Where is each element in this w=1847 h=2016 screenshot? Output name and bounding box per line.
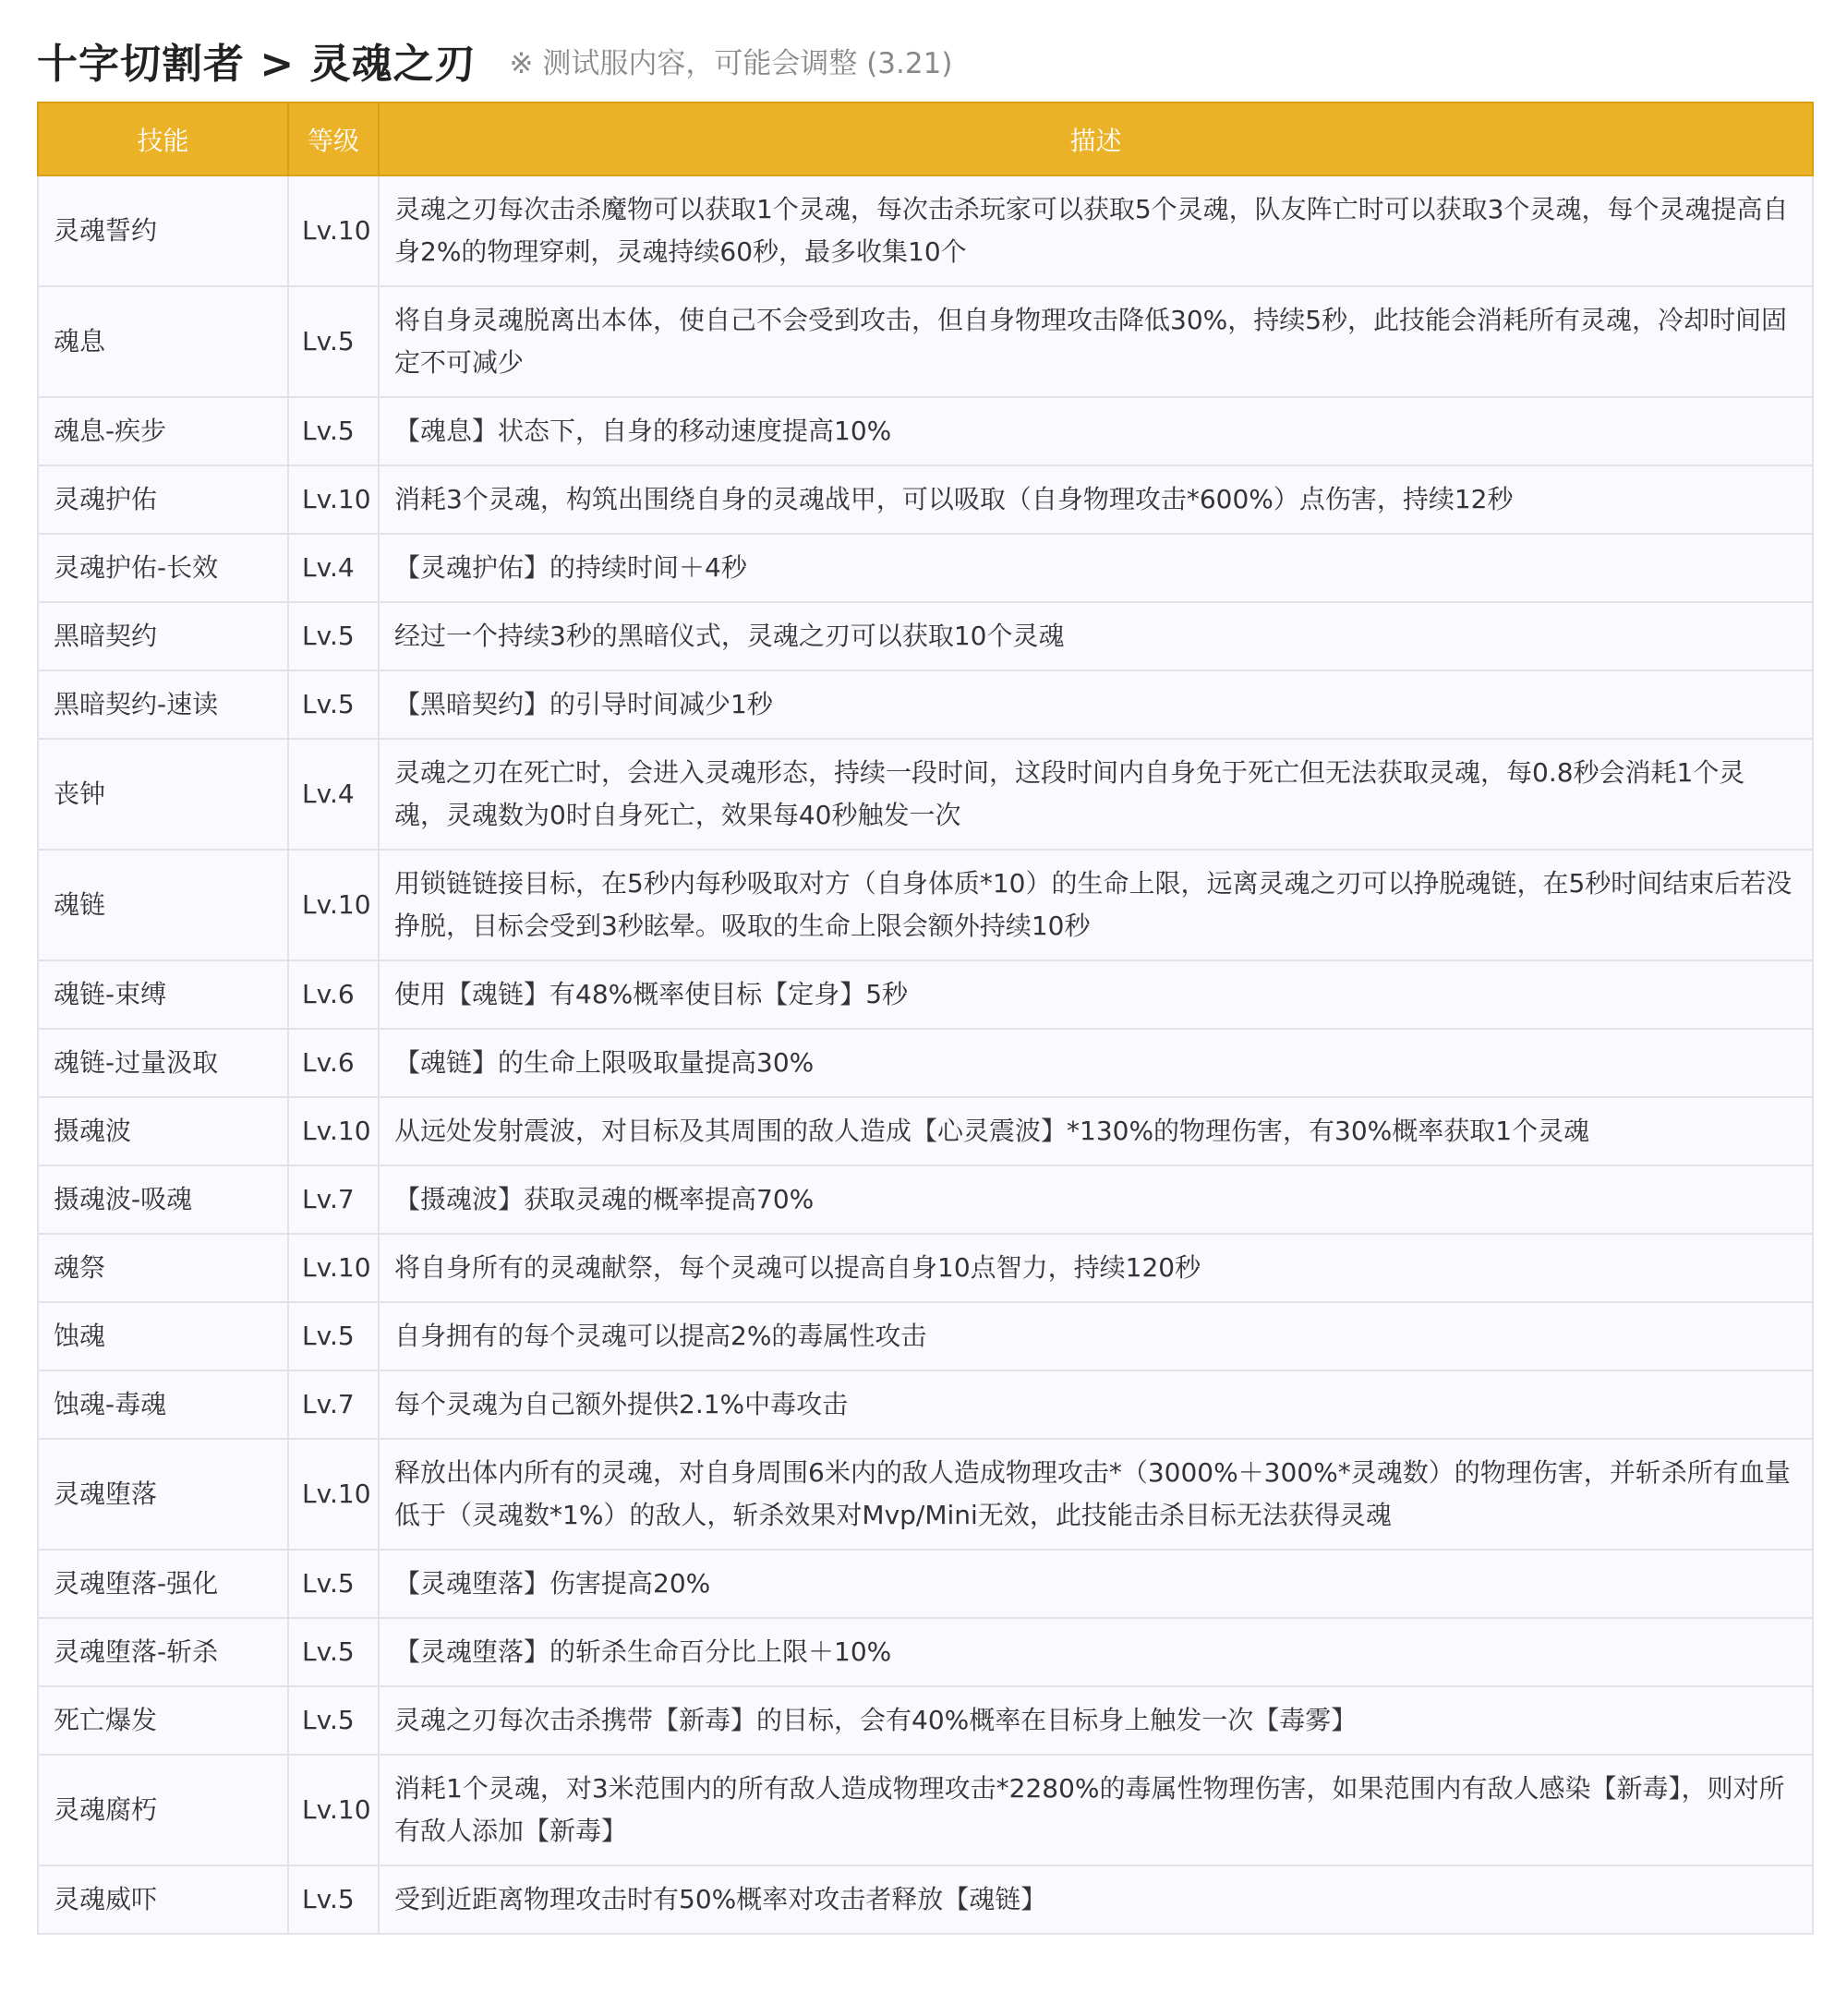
skill-level: Lv.6: [288, 960, 379, 1029]
skill-level: Lv.5: [288, 286, 379, 397]
table-row: [38, 602, 1813, 670]
skill-description: 【摄魂波】获取灵魂的概率提高70%: [379, 1165, 1813, 1234]
skill-level: Lv.5: [288, 1865, 379, 1934]
skill-name: 魂息: [38, 286, 288, 397]
skill-name: 魂息-疾步: [38, 397, 288, 465]
skill-description: 【黑暗契约】的引导时间减少1秒: [379, 670, 1813, 739]
skill-description: 【魂链】的生命上限吸取量提高30%: [379, 1029, 1813, 1097]
table-row: [38, 1865, 1813, 1934]
header-description: 描述: [379, 103, 1813, 175]
test-server-note: ※ 测试服内容，可能会调整 (3.21): [509, 46, 953, 80]
skill-level: Lv.5: [288, 397, 379, 465]
table-row: [38, 1550, 1813, 1618]
page-header: [37, 28, 952, 92]
skill-description: 【魂息】状态下，自身的移动速度提高10%: [379, 397, 1813, 465]
skill-name: 魂祭: [38, 1234, 288, 1302]
skill-name: 灵魂威吓: [38, 1865, 288, 1934]
skill-name: 摄魂波: [38, 1097, 288, 1165]
skill-name: 魂链-过量汲取: [38, 1029, 288, 1097]
table-row: [38, 850, 1813, 960]
skill-level: Lv.5: [288, 602, 379, 670]
skill-level: Lv.10: [288, 1234, 379, 1302]
skill-description: 消耗1个灵魂，对3米范围内的所有敌人造成物理攻击*2280%的毒属性物理伤害，如果范围内有敌人感染【新毒】，则对所有敌人添加【新毒】: [379, 1755, 1813, 1865]
skill-description: 将自身灵魂脱离出本体，使自己不会受到攻击，但自身物理攻击降低30%，持续5秒，此技能会消耗所有灵魂，冷却时间固定不可减少: [379, 286, 1813, 397]
skill-name: 死亡爆发: [38, 1686, 288, 1755]
skill-level: Lv.7: [288, 1165, 379, 1234]
skill-name: 灵魂腐朽: [38, 1755, 288, 1865]
skill-description: 消耗3个灵魂，构筑出围绕自身的灵魂战甲，可以吸取（自身物理攻击*600%）点伤害，持续12秒: [379, 465, 1813, 534]
table-row: [38, 1097, 1813, 1165]
skill-description: 受到近距离物理攻击时有50%概率对攻击者释放【魂链】: [379, 1865, 1813, 1934]
skill-description: 【灵魂堕落】的斩杀生命百分比上限＋10%: [379, 1618, 1813, 1686]
table-row: [38, 960, 1813, 1029]
skill-name: 灵魂堕落-斩杀: [38, 1618, 288, 1686]
page-title: 十字切割者 > 灵魂之刃: [37, 41, 477, 88]
skill-name: 灵魂护佑-长效: [38, 534, 288, 602]
table-row: [38, 1029, 1813, 1097]
skill-name: 蚀魂-毒魂: [38, 1370, 288, 1439]
table-row: [38, 1618, 1813, 1686]
skill-description: 灵魂之刃每次击杀魔物可以获取1个灵魂，每次击杀玩家可以获取5个灵魂，队友阵亡时可以获取3个灵魂，每个灵魂提高自身2%的物理穿刺，灵魂持续60秒，最多收集10个: [379, 175, 1813, 286]
skill-description: 从远处发射震波，对目标及其周围的敌人造成【心灵震波】*130%的物理伤害，有30%概率获取1个灵魂: [379, 1097, 1813, 1165]
skill-name: 丧钟: [38, 739, 288, 850]
skill-name: 摄魂波-吸魂: [38, 1165, 288, 1234]
skill-level: Lv.10: [288, 1097, 379, 1165]
skill-name: 蚀魂: [38, 1302, 288, 1370]
skill-level: Lv.4: [288, 739, 379, 850]
header-level: 等级: [288, 103, 379, 175]
table-row: [38, 670, 1813, 739]
skill-name: 魂链-束缚: [38, 960, 288, 1029]
skill-description: 释放出体内所有的灵魂，对自身周围6米内的敌人造成物理攻击*（3000%＋300%*灵魂数）的物理伤害，并斩杀所有血量低于（灵魂数*1%）的敌人，斩杀效果对Mvp/Mini无效，此技能击杀目标无法获得灵魂: [379, 1439, 1813, 1550]
table-header-row: [38, 103, 1813, 175]
skill-level: Lv.7: [288, 1370, 379, 1439]
skill-level: Lv.10: [288, 850, 379, 960]
skill-name: 灵魂堕落-强化: [38, 1550, 288, 1618]
skill-description: 灵魂之刃每次击杀携带【新毒】的目标，会有40%概率在目标身上触发一次【毒雾】: [379, 1686, 1813, 1755]
table-row: [38, 175, 1813, 286]
skill-level: Lv.10: [288, 1755, 379, 1865]
skill-level: Lv.5: [288, 670, 379, 739]
skill-level: Lv.10: [288, 175, 379, 286]
skill-level: Lv.6: [288, 1029, 379, 1097]
table-row: [38, 1370, 1813, 1439]
skill-level: Lv.10: [288, 465, 379, 534]
table-row: [38, 1439, 1813, 1550]
skill-level: Lv.4: [288, 534, 379, 602]
skill-level: Lv.5: [288, 1686, 379, 1755]
table-row: [38, 1686, 1813, 1755]
skill-description: 【灵魂堕落】伤害提高20%: [379, 1550, 1813, 1618]
skill-name: 黑暗契约: [38, 602, 288, 670]
table-row: [38, 397, 1813, 465]
skills-table: [37, 102, 1814, 1935]
skill-name: 灵魂护佑: [38, 465, 288, 534]
table-row: [38, 739, 1813, 850]
table-row: [38, 465, 1813, 534]
skill-level: Lv.5: [288, 1302, 379, 1370]
skill-name: 灵魂堕落: [38, 1439, 288, 1550]
table-row: [38, 534, 1813, 602]
skill-description: 【灵魂护佑】的持续时间＋4秒: [379, 534, 1813, 602]
skill-description: 灵魂之刃在死亡时，会进入灵魂形态，持续一段时间，这段时间内自身免于死亡但无法获取灵魂，每0.8秒会消耗1个灵魂，灵魂数为0时自身死亡，效果每40秒触发一次: [379, 739, 1813, 850]
skill-description: 将自身所有的灵魂献祭，每个灵魂可以提高自身10点智力，持续120秒: [379, 1234, 1813, 1302]
skill-level: Lv.5: [288, 1618, 379, 1686]
skill-name: 黑暗契约-速读: [38, 670, 288, 739]
skill-name: 魂链: [38, 850, 288, 960]
skill-description: 每个灵魂为自己额外提供2.1%中毒攻击: [379, 1370, 1813, 1439]
table-row: [38, 1302, 1813, 1370]
skill-description: 经过一个持续3秒的黑暗仪式，灵魂之刃可以获取10个灵魂: [379, 602, 1813, 670]
table-row: [38, 1755, 1813, 1865]
table-row: [38, 1165, 1813, 1234]
header-skill: 技能: [38, 103, 288, 175]
skill-description: 用锁链链接目标，在5秒内每秒吸取对方（自身体质*10）的生命上限，远离灵魂之刃可以挣脱魂链，在5秒时间结束后若没挣脱，目标会受到3秒眩晕。吸取的生命上限会额外持续10秒: [379, 850, 1813, 960]
skill-level: Lv.10: [288, 1439, 379, 1550]
table-row: [38, 1234, 1813, 1302]
skill-level: Lv.5: [288, 1550, 379, 1618]
skill-name: 灵魂誓约: [38, 175, 288, 286]
table-row: [38, 286, 1813, 397]
skill-description: 使用【魂链】有48%概率使目标【定身】5秒: [379, 960, 1813, 1029]
skill-description: 自身拥有的每个灵魂可以提高2%的毒属性攻击: [379, 1302, 1813, 1370]
